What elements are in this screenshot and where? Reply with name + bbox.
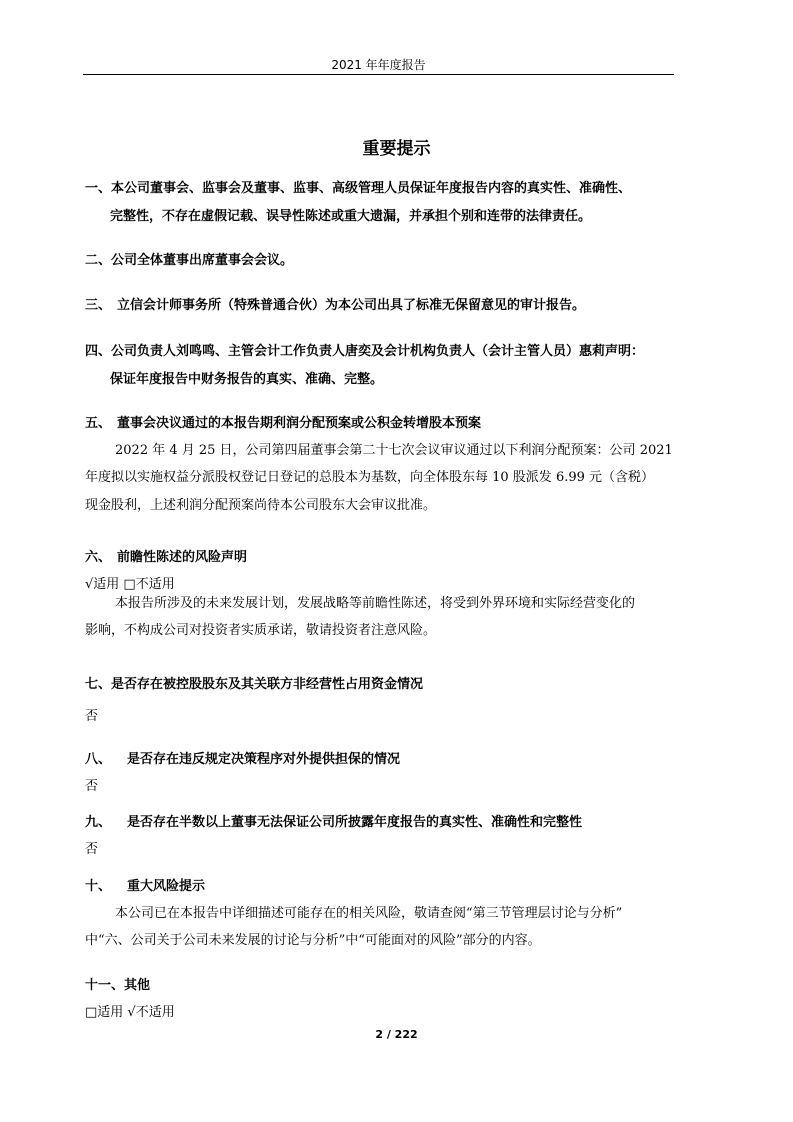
item-6-heading-text: 前瞻性陈述的风险声明	[117, 550, 248, 565]
item-6-number: 六、	[85, 550, 112, 565]
page-title: 重要提示	[362, 139, 431, 159]
item-9-heading-text: 是否存在半数以上董事无法保证公司所披露年度报告的真实性、准确性和完整性	[127, 815, 583, 830]
item-7-answer: 否	[85, 709, 99, 724]
item-8-answer: 否	[85, 779, 99, 794]
page-number: 2 / 222	[375, 1028, 418, 1041]
item-7-heading: 七、是否存在被控股股东及其关联方非经营性占用资金情况	[85, 677, 424, 692]
item-6-heading	[85, 546, 247, 565]
item-8-heading-text: 是否存在违反规定决策程序对外提供担保的情况	[127, 752, 401, 767]
item-9-number: 九、	[85, 815, 112, 830]
item-3-text: 立信会计师事务所（特殊普通合伙）为本公司出具了标准无保留意见的审计报告。	[117, 298, 586, 313]
item-4-line-2: 保证年度报告中财务报告的真实、准确、完整。	[110, 372, 384, 387]
item-1-line-2: 完整性，不存在虚假记载、误导性陈述或重大遗漏，并承担个别和连带的法律责任。	[110, 209, 592, 224]
item-8-number: 八、	[85, 752, 112, 767]
item-10-heading	[85, 875, 205, 894]
item-4-line-1: 四、公司负责人刘鸣鸣、主管会计工作负责人唐奕及会计机构负责人（会计主管人员）惠莉声明：	[85, 344, 645, 359]
item-5-heading-text: 董事会决议通过的本报告期利润分配预案或公积金转增股本预案	[117, 416, 482, 431]
item-3	[85, 294, 585, 313]
item-6-applicability: √适用 □不适用	[85, 577, 175, 592]
item-6-paragraph-line-2: 影响，不构成公司对投资者实质承诺，敬请投资者注意风险。	[85, 623, 437, 638]
running-header: 2021 年年度报告	[331, 58, 426, 72]
item-1-line-1: 一、本公司董事会、监事会及董事、监事、高级管理人员保证年度报告内容的真实性、准确性、	[85, 181, 632, 196]
header-rule	[83, 74, 674, 75]
item-10-number: 十、	[85, 879, 112, 894]
item-5-paragraph-line-3: 现金股利，上述利润分配预案尚待本公司股东大会审议批准。	[85, 498, 437, 513]
item-10-heading-text: 重大风险提示	[127, 879, 206, 894]
item-5-number: 五、	[85, 416, 112, 431]
item-10-paragraph-line-1: 本公司已在本报告中详细描述可能存在的相关风险，敬请查阅“第三节管理层讨论与分析”	[115, 906, 623, 921]
item-10-paragraph-line-2: 中“六、公司关于公司未来发展的讨论与分析”中“可能面对的风险”部分的内容。	[85, 933, 541, 948]
item-8-heading	[85, 748, 400, 767]
item-11-applicability: □适用 √不适用	[85, 1005, 175, 1020]
item-11-heading: 十一、其他	[85, 978, 151, 993]
item-5-paragraph-line-1: 2022 年 4 月 25 日，公司第四届董事会第二十七次会议审议通过以下利润分配预案：公司 2021	[115, 443, 673, 458]
item-5-heading	[85, 412, 481, 431]
item-9-heading	[85, 811, 582, 830]
item-6-paragraph-line-1: 本报告所涉及的未来发展计划，发展战略等前瞻性陈述，将受到外界环境和实际经营变化的	[115, 596, 636, 611]
item-9-answer: 否	[85, 842, 99, 857]
item-5-paragraph-line-2: 年度拟以实施权益分派股权登记日登记的总股本为基数，向全体股东每 10 股派发 6.99 元（含税）	[85, 470, 655, 485]
item-3-number: 三、	[85, 298, 112, 313]
item-2: 二、公司全体董事出席董事会会议。	[85, 253, 294, 268]
